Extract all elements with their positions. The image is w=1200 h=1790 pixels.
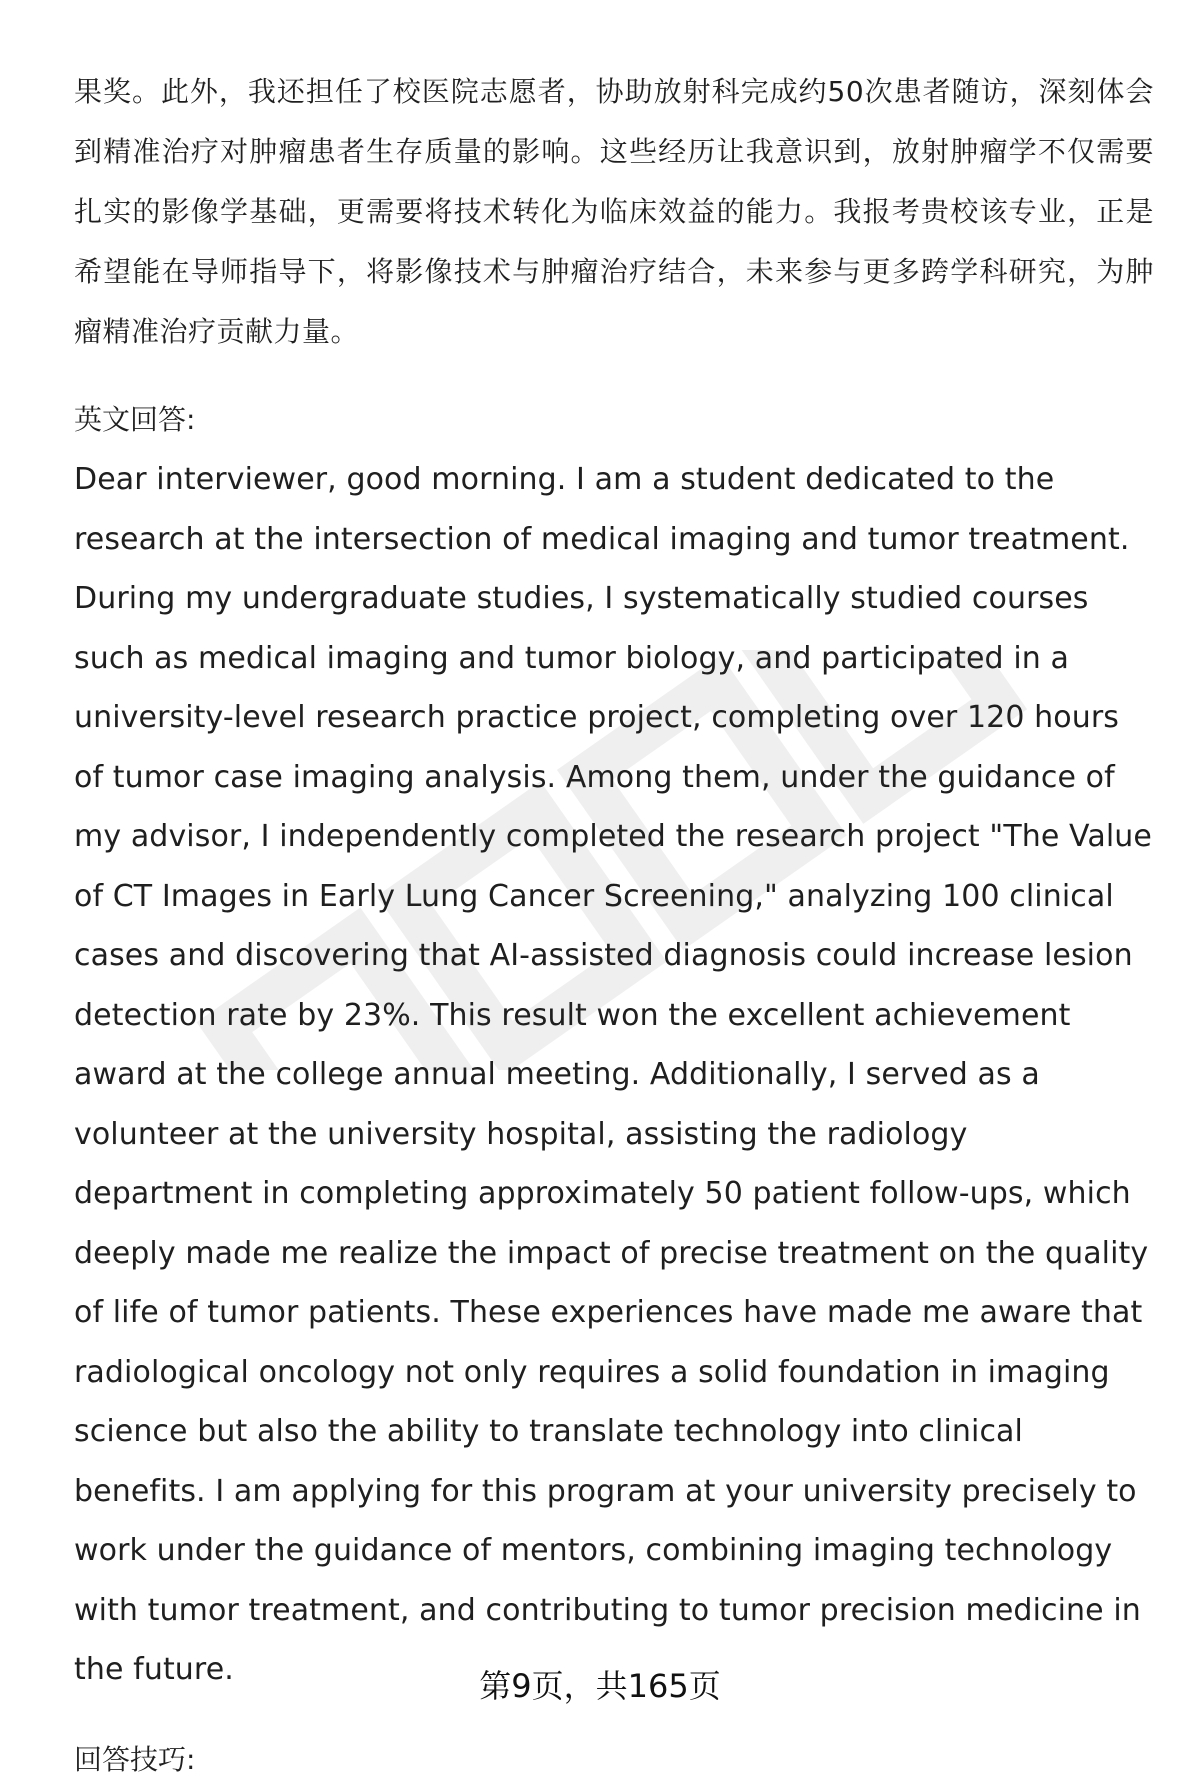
document-content	[74, 62, 1154, 1790]
english-answer-label: 英文回答:	[74, 403, 196, 436]
answer-tips-label: 回答技巧:	[74, 1742, 196, 1776]
english-answer-paragraph: Dear interviewer, good morning. I am a student dedicated to the research at the intersection of medical imaging and tumor treatment. During my undergraduate studies, I systematically studied courses such as medical imaging and tumor biology, and participated in a university-level research practice project, completing over 120 hours of tumor case imaging analysis. Among them, under the guidance of my advisor, I independently completed the research project "The Value of CT Images in Early Lung Cancer Screening," analyzing 100 clinical cases and discovering that AI-assisted diagnosis could increase lesion detection rate by 23%. This result won the excellent achievement award at the college annual meeting. Additionally, I served as a volunteer at the university hospital, assisting the radiology department in completing approximately 50 patient follow-ups, which deeply made me realize the impact of precise treatment on the quality of life of tumor patients. These experiences have made me aware that radiological oncology not only requires a solid foundation in imaging science but also the ability to translate technology into clinical benefits. I am applying for this program at your university precisely to work under the guidance of mentors, combining imaging technology with tumor treatment, and contributing to tumor precision medicine in the future.	[74, 462, 1152, 1687]
spacer	[74, 362, 1154, 390]
chinese-answer-paragraph: 果奖。此外，我还担任了校医院志愿者，协助放射科完成约50次患者随访，深刻体会到精准治疗对肿瘤患者生存质量的影响。这些经历让我意识到，放射肿瘤学不仅需要扎实的影像学基础，更需要将技术转化为临床效益的能力。我报考贵校该专业，正是希望能在导师指导下，将影像技术与肿瘤治疗结合，未来参与更多跨学科研究，为肿瘤精准治疗贡献力量。	[74, 75, 1154, 348]
page-number-footer: 第9页，共165页	[479, 1667, 721, 1705]
